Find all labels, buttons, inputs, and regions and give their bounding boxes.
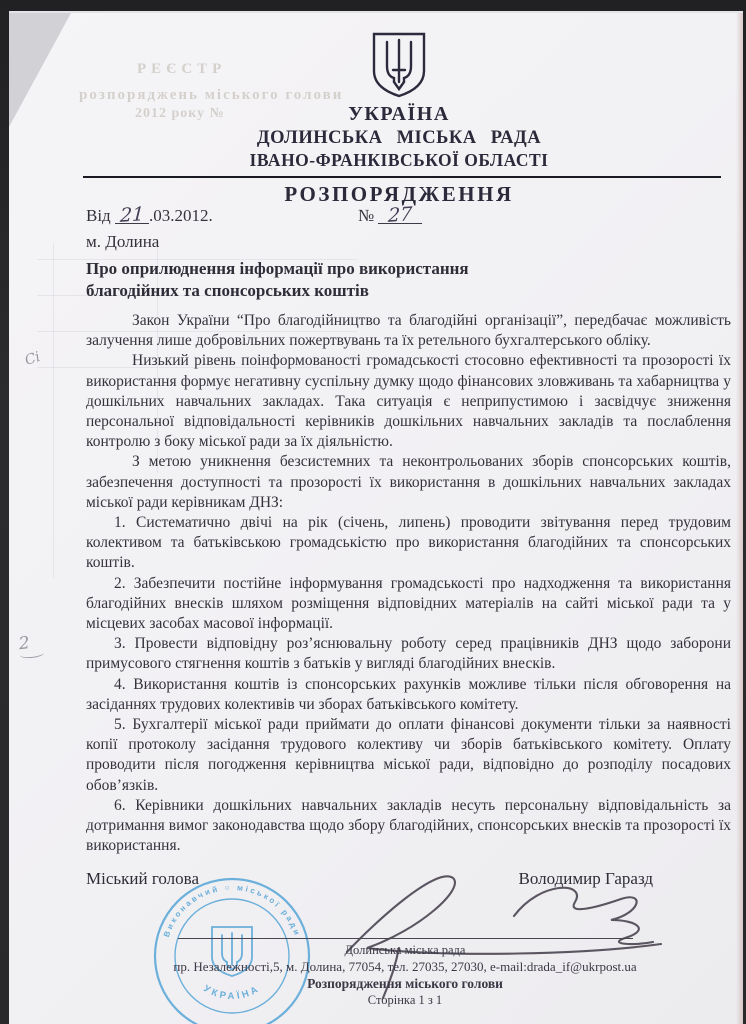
- paper-sheet: [9, 11, 743, 1024]
- document-footer: [75, 938, 735, 1008]
- document-body: [86, 258, 731, 889]
- city-line: м. Долина: [86, 232, 160, 251]
- order-item: 3. Провести відповідну роз’яснювальну роботу серед працівників ДНЗ щодо заборони примусового стягнення коштів з батьків у вигляді благодійних внесків.: [86, 635, 731, 673]
- country-name: УКРАЇНА: [348, 103, 450, 125]
- order-item: 6. Керівники дошкільних навчальних закладів несуть персональну відповідальність за дотримання вимог законодавства щодо збору благодійних, спонсорських внесків та прозорості їх використання.: [86, 796, 731, 855]
- bleedthrough-text: розпоряджень міського голови: [79, 87, 344, 103]
- footer-divider: [178, 938, 633, 939]
- subject-line-1: Про оприлюднення інформації про використання: [86, 259, 469, 278]
- signatory-name: Володимир Гаразд: [518, 869, 653, 889]
- header-divider: [83, 176, 721, 178]
- footer-page-info: Сторінка 1 з 1: [367, 993, 443, 1007]
- order-item: 1. Систематично двічі на рік (січень, липень) проводити звітування перед трудовим колективом та батьківською громадськістю про використання благодійних та спонсорських коштів.: [86, 514, 731, 572]
- ukraine-coat-of-arms-icon: [370, 31, 428, 99]
- handwritten-number: 27: [387, 203, 414, 227]
- stamp-ring-text: Виконавчий ○ міської ради: [161, 882, 303, 939]
- margin-note: 2: [18, 632, 44, 659]
- date-blank: [115, 203, 149, 227]
- margin-note: Сі: [22, 349, 43, 369]
- paragraph: З метою уникнення безсистемних та неконтрольованих зборів спонсорських коштів, забезпечення доступності та прозорості їх використання в дошкільних навчальних закладах міської ради керівникам ДНЗ:: [86, 453, 731, 511]
- doc-number: № 27: [358, 206, 422, 226]
- order-item: 5. Бухгалтерії міської ради приймати до оплати фінансові документи тільки за наявності копії протоколу засідання трудового колективу чи зборів батьківського комітету. Оплату проводити після погодження керівництва міської ради, відповідно до розподілу посадових обов’язків.: [86, 716, 731, 794]
- date-number-row: [86, 203, 731, 227]
- footer-address: пр. Незалежності,5, м. Долина, 77054, тел. 27035, 27030, e-mail:drada_if@ukrpost.ua: [173, 959, 637, 974]
- footer-doc-kind: Розпорядження міського голови: [307, 976, 503, 991]
- paragraph: Закон України “Про благодійництво та благодійні організації”, передбачає можливість залучення лише добровільних пожертвувань та їх ретельного бухгалтерського обліку.: [86, 312, 731, 350]
- signature-position: Міський голова: [86, 869, 199, 889]
- council-name: ДОЛИНСЬКА МІСЬКА РАДА: [256, 128, 542, 148]
- order-item: 4. Використання коштів із спонсорських рахунків можливе тільки після обговорення на засіданнях трудових колективів чи зборах батьківського комітету.: [86, 675, 731, 713]
- stamp-country-text: УКРАЇНА: [201, 983, 263, 1003]
- oblast-name: ІВАНО-ФРАНКІВСЬКОЇ ОБЛАСТІ: [249, 150, 549, 170]
- document-header: [55, 31, 743, 207]
- bleedthrough-text: РЕЄСТР: [137, 61, 227, 77]
- bleedthrough-text: 2012 року №: [135, 106, 225, 121]
- footer-org: Долинська міська рада: [344, 943, 466, 957]
- bleedthrough-grid-line: [53, 243, 54, 578]
- handwritten-day: 21: [119, 203, 145, 227]
- svg-text:Виконавчий ○ міської ради: [162, 883, 302, 938]
- subject-line-2: благодійних та спонсорських коштів: [86, 281, 369, 300]
- paragraph: Низький рівень поінформованості громадськості стосовно ефективності та прозорості їх використання формує негативну суспільну думку щодо фінансових зловживань та хабарництва у дошкільних навчальних закладах. Така ситуація є неприпустимою і засвідчує зниження персональної відповідальності керівників дошкільних навчальних закладів та послаблення контролю з боку міської ради за їх діяльністю.: [86, 352, 731, 451]
- doc-type-title: РОЗПОРЯДЖЕННЯ: [284, 182, 514, 206]
- order-item: 2. Забезпечити постійне інформування громадськості про надходження та використання благодійних внесків шляхом розміщення відповідних матеріалів на сайті міської ради та у місцевих засобах масової інформації.: [86, 574, 731, 633]
- date-line: Від 21 .03.2012.: [86, 203, 213, 227]
